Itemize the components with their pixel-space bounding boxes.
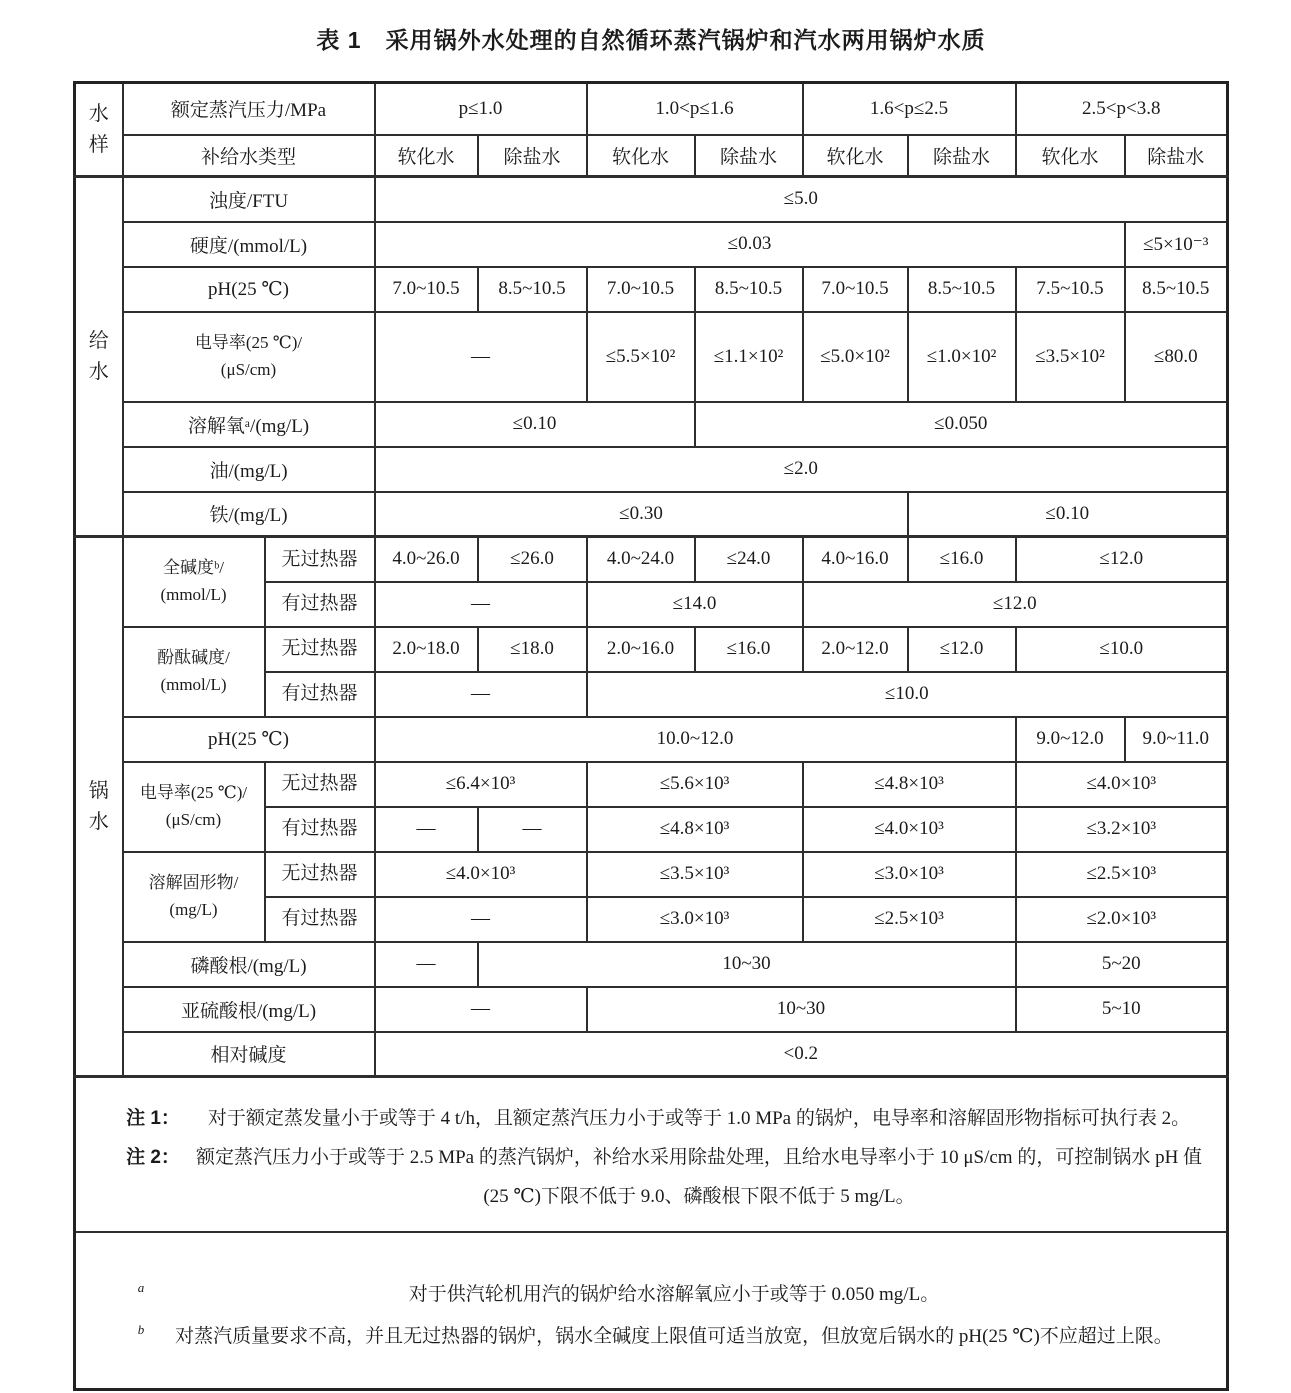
value-dissolved-solids: ≤2.5×10³ [1016,852,1228,897]
value-sulfite: 5~10 [1016,987,1228,1032]
value-feedwater-ph: 7.0~10.5 [375,267,478,312]
value-feedwater-conductivity: ≤5.0×10² [803,312,908,402]
sublabel-with-superheater: 有过热器 [265,582,375,627]
value-total-alkalinity: ≤24.0 [695,537,803,582]
pressure-range-cell: 1.6<p≤2.5 [803,83,1016,135]
row-label-boiler-conductivity [123,762,265,852]
value-feedwater-ph: 7.5~10.5 [1016,267,1125,312]
sublabel-no-superheater: 无过热器 [265,762,375,807]
row-label-sulfite: 亚硫酸根/(mg/L) [123,987,375,1032]
value-boiler-conductivity: ≤4.8×10³ [587,807,803,852]
value-boiler-ph: 9.0~12.0 [1016,717,1125,762]
row-label-boiler-ph: pH(25 ℃) [123,717,375,762]
value-feedwater-conductivity: ≤1.1×10² [695,312,803,402]
value-phenolphthalein: ≤10.0 [1016,627,1228,672]
value-total-alkalinity: 4.0~16.0 [803,537,908,582]
pressure-range-cell: p≤1.0 [375,83,587,135]
value-hardness-last: ≤5×10⁻³ [1125,222,1228,267]
row-turbidity [75,177,1228,222]
row-relative-alkalinity [75,1032,1228,1077]
row-boiler-ph [75,717,1228,762]
value-hardness-main: ≤0.03 [375,222,1125,267]
group-label-boiler: 锅水 [88,779,109,833]
value-total-alkalinity: ≤14.0 [587,582,803,627]
water-type-cell: 除盐水 [1125,135,1228,177]
sublabel-no-superheater: 无过热器 [265,852,375,897]
value-iron-high: ≤0.10 [908,492,1228,537]
footnote-a-text: 对于供汽轮机用汽的锅炉给水溶解氧应小于或等于 0.050 mg/L。 [408,1284,940,1306]
value-phosphate-dash: — [375,942,478,987]
row-label-turbidity: 浊度/FTU [123,177,375,222]
value-boiler-conductivity: ≤3.2×10³ [1016,807,1228,852]
row-label-hardness: 硬度/(mmol/L) [123,222,375,267]
row-label-phenolphthalein [123,627,265,717]
value-phenolphthalein: 2.0~16.0 [587,627,695,672]
row-phenolphthalein-no-superheater [75,627,1228,672]
footnote-b-tag: b [137,1322,145,1338]
row-oil [75,447,1228,492]
boiler-conductivity-label-line1: 电导率(25 ℃)/ [139,783,248,803]
value-feedwater-conductivity: ≤5.5×10² [587,312,695,402]
value-dissolved-solids: ≤3.5×10³ [587,852,803,897]
value-dissolved-solids: ≤3.0×10³ [587,897,803,942]
sublabel-no-superheater: 无过热器 [265,627,375,672]
value-sulfite: 10~30 [587,987,1016,1032]
row-label-feedwater-ph: pH(25 ℃) [123,267,375,312]
row-boiler-conductivity-no-superheater [75,762,1228,807]
notes-cell [75,1077,1228,1232]
footnotes-row [75,1232,1228,1390]
value-phosphate: 10~30 [478,942,1016,987]
value-phenolphthalein: ≤16.0 [695,627,803,672]
value-total-alkalinity: ≤12.0 [1016,537,1228,582]
value-sulfite-dash: — [375,987,587,1032]
value-iron-low: ≤0.30 [375,492,908,537]
row-sulfite [75,987,1228,1032]
value-phenolphthalein: 2.0~12.0 [803,627,908,672]
row-phosphate [75,942,1228,987]
value-feedwater-ph: 8.5~10.5 [695,267,803,312]
value-boiler-conductivity: ≤6.4×10³ [375,762,587,807]
dissolved-solids-label-line2: (mg/L) [169,899,218,919]
value-boiler-conductivity: ≤5.6×10³ [587,762,803,807]
pressure-range-cell: 1.0<p≤1.6 [587,83,803,135]
value-feedwater-ph: 8.5~10.5 [1125,267,1228,312]
water-type-cell: 除盐水 [478,135,587,177]
row-dissolved-oxygen [75,402,1228,447]
note-1-text: 对于额定蒸发量小于或等于 4 t/h，且额定蒸汽压力小于或等于 1.0 MPa 的锅炉，电导率和溶解固形物指标可执行表 2。 [207,1107,1191,1129]
value-total-alkalinity: ≤16.0 [908,537,1016,582]
row-label-feedwater-conductivity [123,312,375,402]
value-feedwater-ph: 7.0~10.5 [587,267,695,312]
note-1-tag: 注 1： [126,1107,180,1129]
row-iron [75,492,1228,537]
value-feedwater-conductivity-dash: — [375,312,587,402]
value-dissolved-solids-dash: — [375,897,587,942]
row-label-iron: 铁/(mg/L) [123,492,375,537]
total-alkalinity-label-line2: (mmol/L) [160,584,227,604]
row-label-dissolved-oxygen: 溶解氧ᵃ/(mg/L) [123,402,375,447]
row-label-relative-alkalinity: 相对碱度 [123,1032,375,1077]
sublabel-with-superheater: 有过热器 [265,807,375,852]
row-feedwater-ph [75,267,1228,312]
group-cell-sample [75,83,123,177]
water-type-cell: 软化水 [1016,135,1125,177]
group-cell-boiler [75,537,123,1077]
sublabel-with-superheater: 有过热器 [265,897,375,942]
group-label-sample: 水样 [88,102,109,156]
row-label-oil: 油/(mg/L) [123,447,375,492]
footnote-b-text: 对蒸汽质量要求不高，并且无过热器的锅炉，锅水全碱度上限值可适当放宽，但放宽后锅水的 pH(25 ℃)不应超过上限。 [175,1326,1173,1348]
value-turbidity: ≤5.0 [375,177,1228,222]
value-phosphate: 5~20 [1016,942,1228,987]
conductivity-label-line1: 电导率(25 ℃)/ [194,333,303,353]
water-type-cell: 除盐水 [908,135,1016,177]
row-label-phosphate: 磷酸根/(mg/L) [123,942,375,987]
row-hardness [75,222,1228,267]
value-boiler-ph: 10.0~12.0 [375,717,1016,762]
phenolphthalein-label-line2: (mmol/L) [160,674,227,694]
value-phenolphthalein: ≤12.0 [908,627,1016,672]
value-total-alkalinity-dash: — [375,582,587,627]
value-phenolphthalein: 2.0~18.0 [375,627,478,672]
group-cell-feedwater [75,177,123,537]
makeup-label-cell: 补给水类型 [123,135,375,177]
group-label-feedwater: 给水 [88,329,109,383]
value-dissolved-solids: ≤2.5×10³ [803,897,1016,942]
note-2 [114,1138,1206,1216]
dissolved-solids-label-line1: 溶解固形物/ [148,873,239,893]
value-boiler-conductivity: ≤4.8×10³ [803,762,1016,807]
water-quality-table [73,81,1229,1391]
value-boiler-conductivity-dash: — [375,807,478,852]
value-boiler-conductivity: ≤4.0×10³ [1016,762,1228,807]
value-total-alkalinity: 4.0~24.0 [587,537,695,582]
value-boiler-ph: 9.0~11.0 [1125,717,1228,762]
note-2-text: 额定蒸汽压力小于或等于 2.5 MPa 的蒸汽锅炉，补给水采用除盐处理，且给水电导率小于 10 μS/cm 的，可控制锅水 pH 值(25 ℃)下限不低于 9.0、磷酸根下限不低于 5 mg/L。 [195,1146,1203,1207]
table-title: 表 1 采用锅外水处理的自然循环蒸汽锅炉和汽水两用锅炉水质 [316,27,986,53]
water-type-cell: 除盐水 [695,135,803,177]
water-type-cell: 软化水 [587,135,695,177]
row-total-alkalinity-no-superheater [75,537,1228,582]
value-feedwater-conductivity: ≤1.0×10² [908,312,1016,402]
boiler-conductivity-label-line2: (μS/cm) [165,809,222,829]
value-feedwater-conductivity: ≤80.0 [1125,312,1228,402]
phenolphthalein-label-line1: 酚酞碱度/ [157,648,230,668]
row-label-dissolved-solids [123,852,265,942]
conductivity-label-line2: (μS/cm) [220,359,277,379]
value-dissolved-oxygen-low: ≤0.10 [375,402,695,447]
value-oil: ≤2.0 [375,447,1228,492]
header-row-pressure [75,83,1228,135]
row-dissolved-solids-no-superheater [75,852,1228,897]
sublabel-with-superheater: 有过热器 [265,672,375,717]
value-dissolved-oxygen-high: ≤0.050 [695,402,1228,447]
footnote-b [126,1316,1192,1358]
value-total-alkalinity: ≤12.0 [803,582,1228,627]
value-dissolved-solids: ≤4.0×10³ [375,852,587,897]
value-phenolphthalein-dash: — [375,672,587,717]
row-label-total-alkalinity [123,537,265,627]
value-feedwater-ph: 7.0~10.5 [803,267,908,312]
value-total-alkalinity: ≤26.0 [478,537,587,582]
note-1 [114,1099,1206,1138]
value-feedwater-ph: 8.5~10.5 [908,267,1016,312]
pressure-label-cell: 额定蒸汽压力/MPa [123,83,375,135]
value-total-alkalinity: 4.0~26.0 [375,537,478,582]
value-phenolphthalein: ≤10.0 [587,672,1228,717]
footnotes-cell [75,1232,1228,1390]
note-2-tag: 注 2： [126,1146,180,1168]
header-row-makeup [75,135,1228,177]
value-relative-alkalinity: <0.2 [375,1032,1228,1077]
value-dissolved-solids: ≤3.0×10³ [803,852,1016,897]
total-alkalinity-label-line1: 全碱度ᵇ/ [163,558,224,578]
row-feedwater-conductivity [75,312,1228,402]
water-type-cell: 软化水 [803,135,908,177]
pressure-range-cell: 2.5<p<3.8 [1016,83,1228,135]
footnote-a [126,1274,1192,1316]
footnote-a-tag: a [137,1280,145,1296]
value-feedwater-ph: 8.5~10.5 [478,267,587,312]
value-dissolved-solids: ≤2.0×10³ [1016,897,1228,942]
notes-row [75,1077,1228,1232]
value-phenolphthalein: ≤18.0 [478,627,587,672]
value-boiler-conductivity-dash: — [478,807,587,852]
water-type-cell: 软化水 [375,135,478,177]
sublabel-no-superheater: 无过热器 [265,537,375,582]
value-feedwater-conductivity: ≤3.5×10² [1016,312,1125,402]
value-boiler-conductivity: ≤4.0×10³ [803,807,1016,852]
